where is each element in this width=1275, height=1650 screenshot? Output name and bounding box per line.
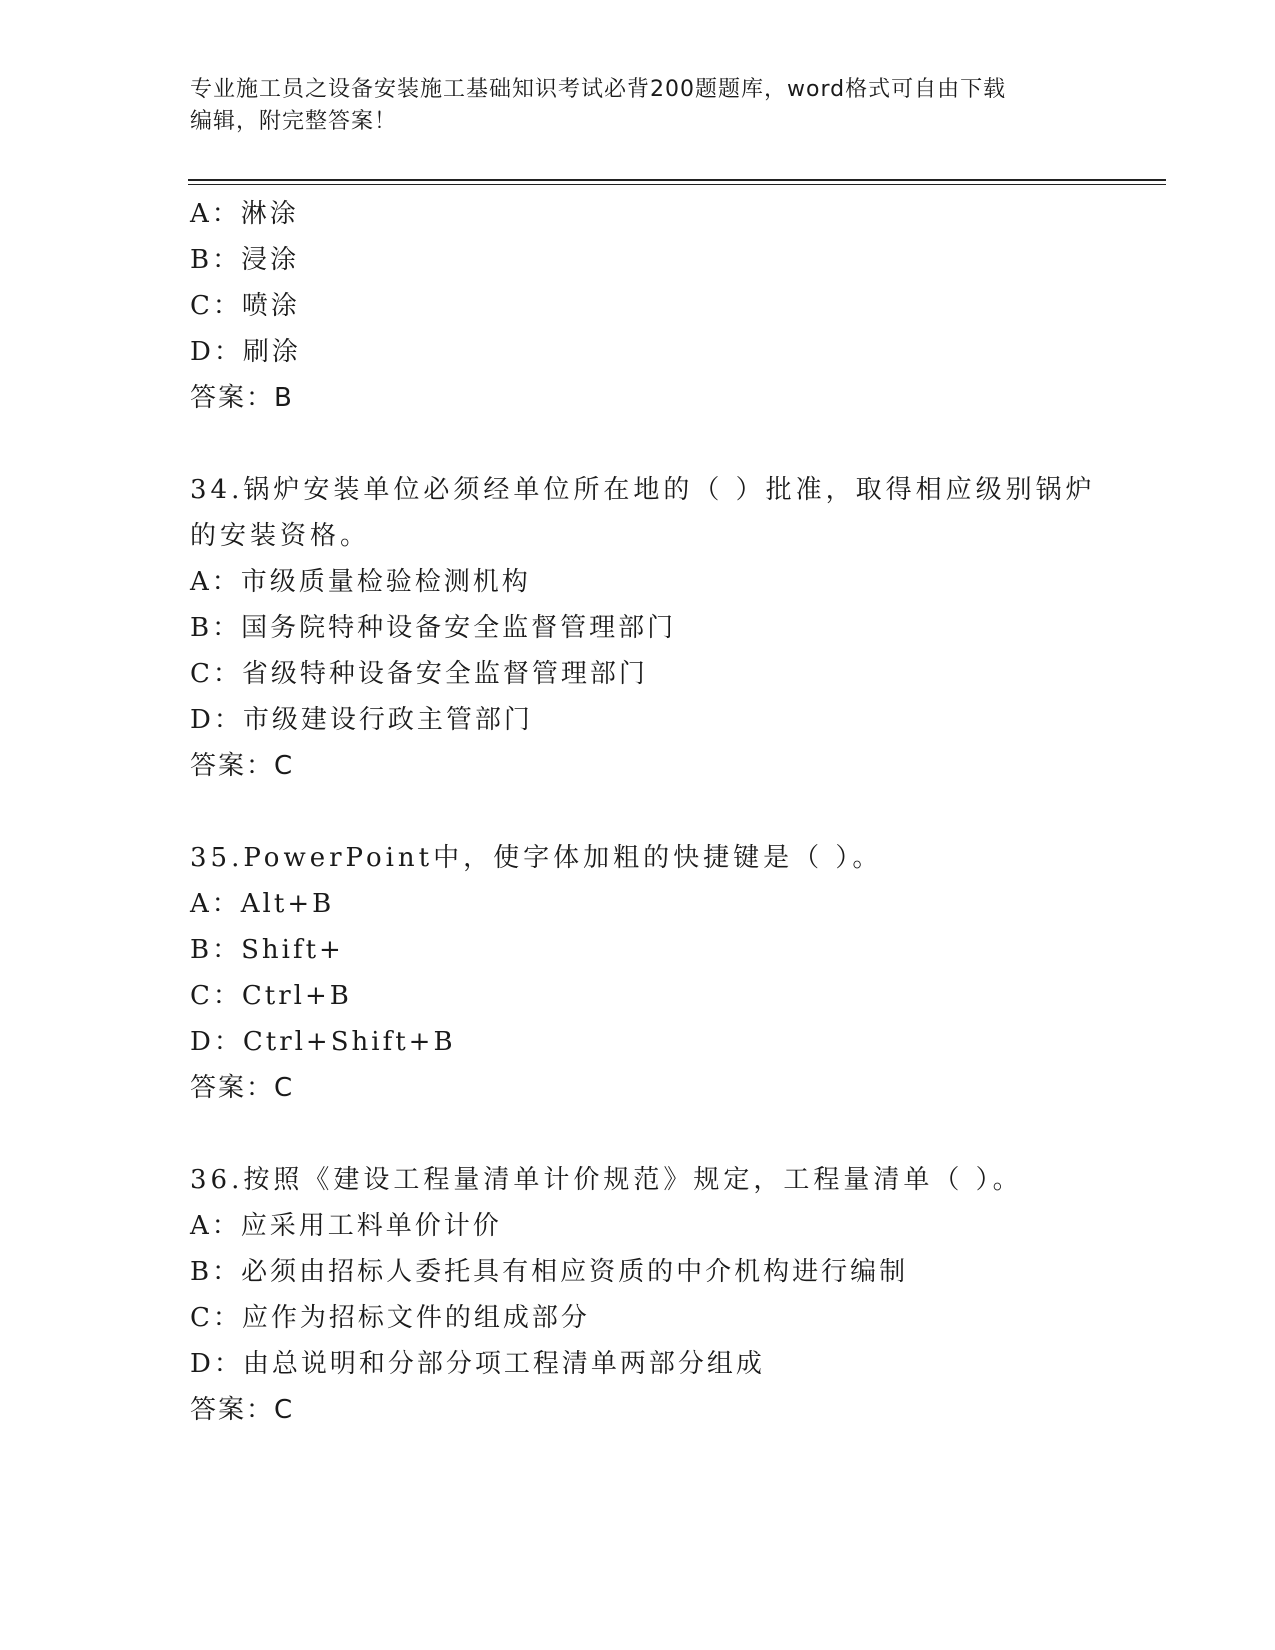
question-block-33 (190, 191, 1090, 421)
option-d: D：刷涂 (190, 337, 301, 367)
option-c: C：Ctrl+B (190, 981, 352, 1011)
header-line-1: 专业施工员之设备安装施工基础知识考试必背200题题库，word格式可自由下载 (190, 77, 1007, 102)
document-header (190, 74, 1090, 138)
option-a: A：应采用工料单价计价 (190, 1211, 502, 1241)
option-d: D：Ctrl+Shift+B (190, 1027, 456, 1057)
block-spacer (190, 421, 1090, 467)
question-list (190, 191, 1096, 1433)
answer-line: 答案：C (190, 1395, 295, 1425)
option-c: C：应作为招标文件的组成部分 (190, 1303, 590, 1333)
option-d: D：市级建设行政主管部门 (190, 705, 533, 735)
option-b: B：浸涂 (190, 245, 300, 275)
question-block-35 (190, 835, 1090, 1111)
header-divider-thick (188, 179, 1166, 181)
question-stem-line-1: 34.锅炉安装单位必须经单位所在地的（ ）批准，取得相应级别锅炉 (190, 475, 1096, 505)
header-divider-thin (188, 184, 1166, 185)
question-block-36 (190, 1157, 1090, 1433)
block-spacer (190, 1111, 1090, 1157)
option-c: C：喷涂 (190, 291, 300, 321)
option-b: B：必须由招标人委托具有相应资质的中介机构进行编制 (190, 1257, 909, 1287)
answer-line: 答案：C (190, 751, 295, 781)
header-line-2: 编辑，附完整答案！ (190, 109, 398, 134)
question-stem-line-1: 35.PowerPoint中，使字体加粗的快捷键是（ ）。 (190, 843, 883, 873)
answer-line: 答案：B (190, 383, 294, 413)
question-stem-line-2: 的安装资格。 (190, 521, 371, 551)
block-spacer (190, 789, 1090, 835)
answer-line: 答案：C (190, 1073, 295, 1103)
option-a: A：市级质量检验检测机构 (190, 567, 531, 597)
option-b: B：国务院特种设备安全监督管理部门 (190, 613, 677, 643)
question-stem-line-1: 36.按照《建设工程量清单计价规范》规定，工程量清单（ ）。 (190, 1165, 1023, 1195)
option-a: A：淋涂 (190, 199, 299, 229)
option-d: D：由总说明和分部分项工程清单两部分组成 (190, 1349, 765, 1379)
option-a: A：Alt+B (190, 889, 335, 919)
question-block-34 (190, 467, 1096, 789)
option-c: C：省级特种设备安全监督管理部门 (190, 659, 648, 689)
option-b: B：Shift+ (190, 935, 344, 965)
